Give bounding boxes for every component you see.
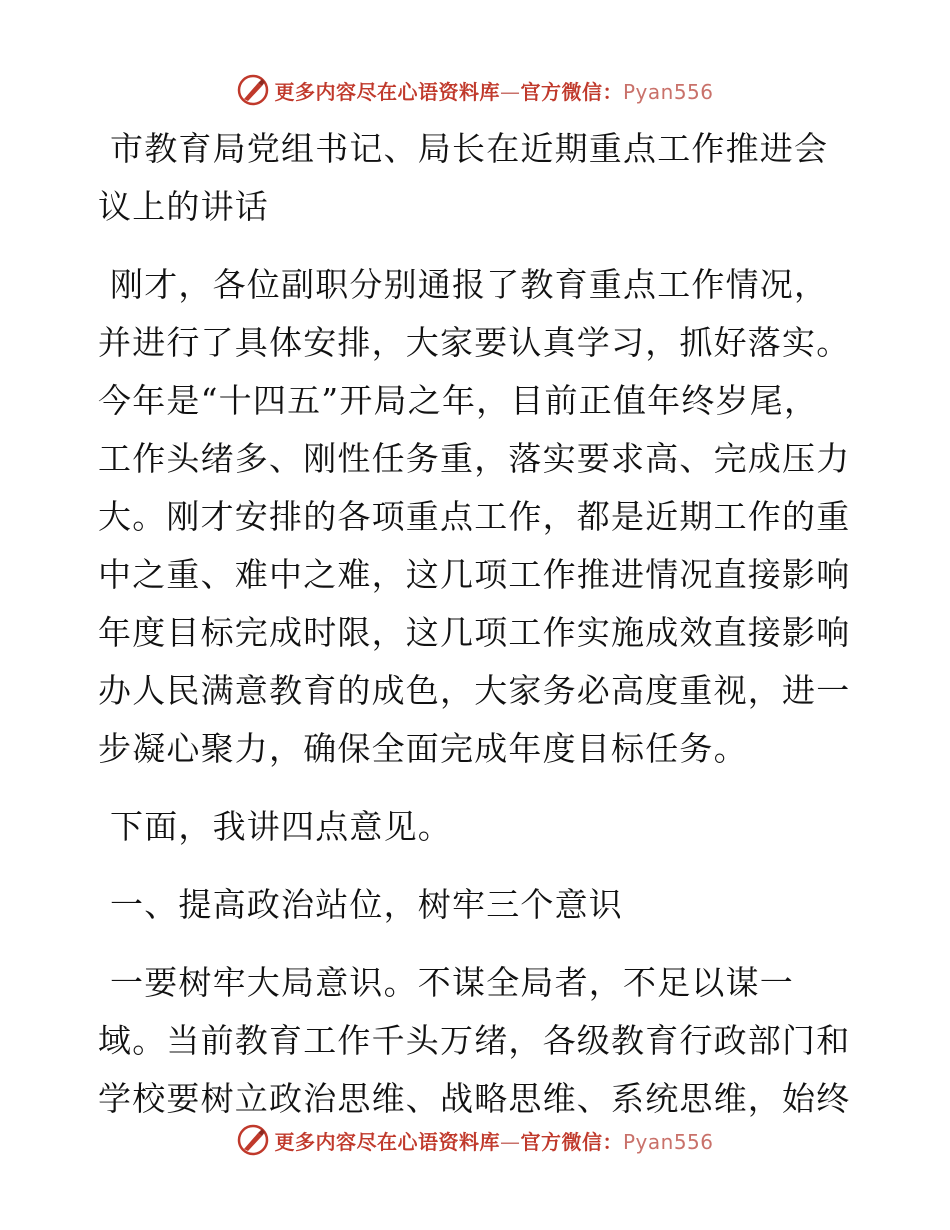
pen-logo-icon <box>236 73 270 107</box>
text-line: 学校要树立政治思维、战略思维、系统思维，始终 <box>98 1079 851 1118</box>
title-line: 议上的讲话 <box>98 187 269 226</box>
watermark-banner-bottom <box>0 1120 950 1160</box>
text-line: 工作头绪多、刚性任务重，落实要求高、完成压力 <box>98 439 851 478</box>
paragraph-transition: 下面，我讲四点意见。 <box>110 807 452 846</box>
text-line: 步凝心聚力，确保全面完成年度目标任务。 <box>98 729 748 768</box>
text-line: 今年是“十四五”开局之年，目前正值年终岁尾， <box>98 381 819 420</box>
text-line: 办人民满意教育的成色，大家务必高度重视，进一 <box>98 671 851 710</box>
paragraph-opening <box>98 256 858 778</box>
paragraph-section-one <box>98 954 858 1128</box>
watermark-banner-top <box>0 70 950 110</box>
pen-logo-icon <box>236 1123 270 1157</box>
text-line: 一要树牢大局意识。不谋全局者，不足以谋一 <box>110 963 794 1002</box>
document-body <box>98 120 858 1128</box>
text-line: 大。刚才安排的各项重点工作，都是近期工作的重 <box>98 497 851 536</box>
text-line: 域。当前教育工作千头万绪，各级教育行政部门和 <box>98 1021 851 1060</box>
watermark-text: 更多内容尽在心语资料库—官方微信：Pyan556 <box>274 1129 714 1154</box>
text-line: 中之重、难中之难，这几项工作推进情况直接影响 <box>98 555 851 594</box>
document-title <box>98 120 858 236</box>
section-heading: 一、提高政治站位，树牢三个意识 <box>110 885 623 924</box>
title-line: 市教育局党组书记、局长在近期重点工作推进会 <box>110 129 829 168</box>
text-line: 并进行了具体安排，大家要认真学习，抓好落实。 <box>98 323 851 362</box>
text-line: 年度目标完成时限，这几项工作实施成效直接影响 <box>98 613 851 652</box>
watermark-text: 更多内容尽在心语资料库—官方微信：Pyan556 <box>274 79 714 104</box>
text-line: 刚才，各位副职分别通报了教育重点工作情况， <box>110 265 829 304</box>
